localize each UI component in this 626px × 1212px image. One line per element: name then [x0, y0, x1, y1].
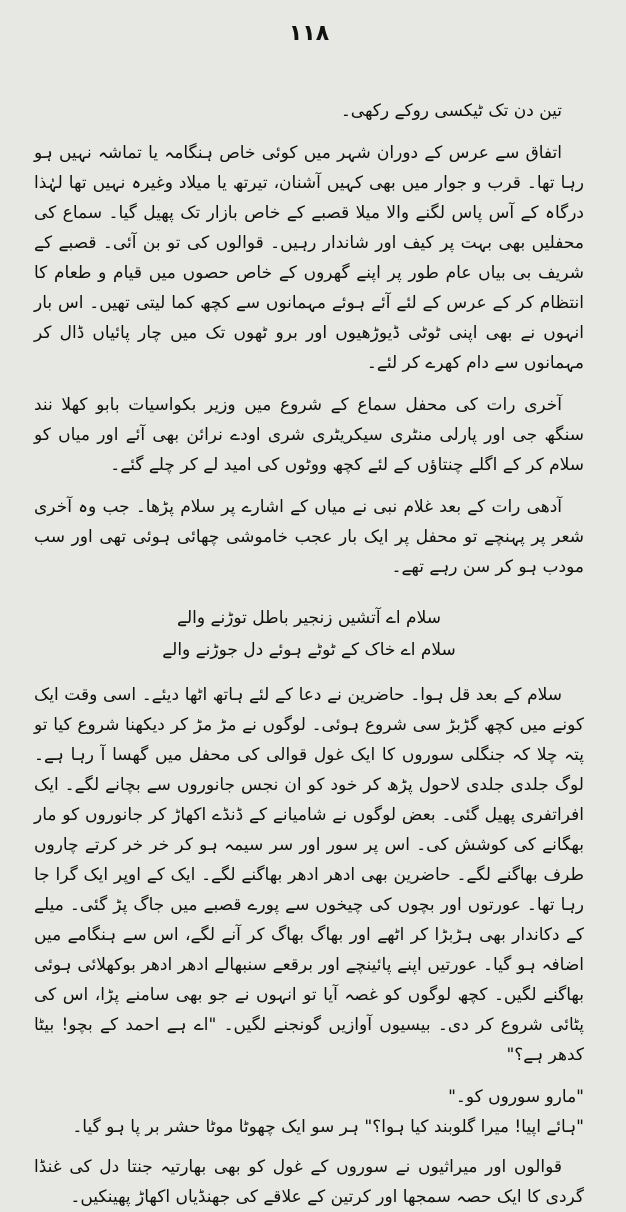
- paragraph: اتفاق سے عرس کے دوران شہر میں کوئی خاص ہنگامہ یا تماشہ نہیں ہو رہا تھا۔ قرب و جوار میں بھی کہیں آشنان، تیرتھ یا میلاد وغیرہ نہیں تھا لہٰذا درگاہ کے آس پاس لگنے والا میلا قصبے کے خاص بازار تک پھیل گیا۔ سماع کی محفلیں بھی بہت پر کیف اور شاندار رہیں۔ قوالوں کی تو بن آئی۔ قصبے کے شریف بی بیاں عام طور پر اپنے گھروں کے خاص حصوں میں قیام و طعام کا انتظام کر کے عرس کے لئے آئے ہوئے مہمانوں سے کچھ کما لیتی تھیں۔ اس بار انہوں نے بھی اپنی ٹوٹی ڈیوڑھیوں اور برو ٹھوں تک میں چار پائیاں ڈال کر مہمانوں سے دام کھرے کر لئے۔: [34, 143, 584, 373]
- paragraph: آخری رات کی محفل سماع کے شروع میں وزیر بکواسیات بابو کھلا نند سنگھ جی اور پارلی منٹری سیکریٹری شری اودے نرائن بھی آئے اور میاں کو سلام کر کے اگلے چنتاؤں کے لئے کچھ ووٹوں کی امید لے کر چلے گئے۔: [34, 395, 584, 475]
- dialogue-block: [34, 1082, 584, 1142]
- verse-line: سلام اے خاک کے ٹوٹے ہوئے دل جوڑنے والے: [162, 640, 456, 660]
- paragraph: سلام کے بعد قل ہوا۔ حاضرین نے دعا کے لئے ہاتھ اٹھا دیئے۔ اسی وقت ایک کونے میں کچھ گڑبڑ سی شروع ہوئی۔ لوگوں نے مڑ مڑ کر دیکھنا شروع کیا تو پتہ چلا کہ جنگلی سوروں کا ایک غول قوالی کی محفل میں گھسا آ رہا ہے۔ لوگ جلدی جلدی لاحول پڑھ کر خود کو ان نجس جانوروں سے بچانے لگے۔ ایک افراتفری پھیل گئی۔ بعض لوگوں نے شامیانے کے ڈنڈے اکھاڑ کر جانوروں کو مار بھگانے کی کوشش کی۔ اس پر سور اور سر سیمہ ہو کر خر خر کرتے چاروں طرف بھاگنے لگے۔ حاضرین بھی ادھر ادھر بھاگنے لگے۔ ایک کے اوپر ایک گرا جا رہا تھا۔ عورتوں اور بچوں کی چیخوں سے پورے قصبے میں جاگ پڑ گئی۔ میلے کے دکاندار بھی ہڑبڑا کر اٹھے اور بھاگ بھاگ کر آنے لگے، اس سے ہنگامے میں اضافہ ہو گیا۔ عورتیں اپنے پائینچے اور برقعے سنبھالے ادھر ادھر بوکھلائی ہوئی بھاگنے لگیں۔ کچھ لوگوں کو غصہ آیا تو انہوں نے جو بھی سامنے پڑا، اس کی پٹائی شروع کر دی۔ بیسیوں آوازیں گونجنے لگیں۔ "اے ہے احمد کے بچو! بیٹا کدھر ہے؟": [34, 685, 584, 1065]
- verse-line: سلام اے آتشیں زنجیر باطل توڑنے والے: [177, 608, 441, 628]
- closing-paragraph: قوالوں اور میراثیوں نے سوروں کے غول کو بھی بھارتیہ جنتا دل کی غنڈا گردی کا ایک حصہ سمجھا اور کرتین کے علاقے کی جھنڈیاں اکھاڑ پھینکیں۔: [34, 1157, 584, 1207]
- dialogue-line: "ہائے اپیا! میرا گلوبند کیا ہوا؟" ہر سو ایک چھوٹا موٹا حشر بر پا ہو گیا۔: [72, 1117, 584, 1137]
- dialogue-line: "مارو سوروں کو۔": [448, 1087, 584, 1107]
- paragraph: تین دن تک ٹیکسی روکے رکھی۔: [340, 101, 562, 121]
- verse-block: [34, 602, 584, 666]
- paragraph: آدھی رات کے بعد غلام نبی نے میاں کے اشارے پر سلام پڑھا۔ جب وہ آخری شعر پر پہنچے تو محفل پر ایک بار عجب خاموشی چھائی ہوئی تھی اور سب مودب ہو کر سن رہے تھے۔: [34, 497, 584, 577]
- page-number: ۱۱۸: [288, 21, 330, 46]
- page-body: [34, 96, 584, 1212]
